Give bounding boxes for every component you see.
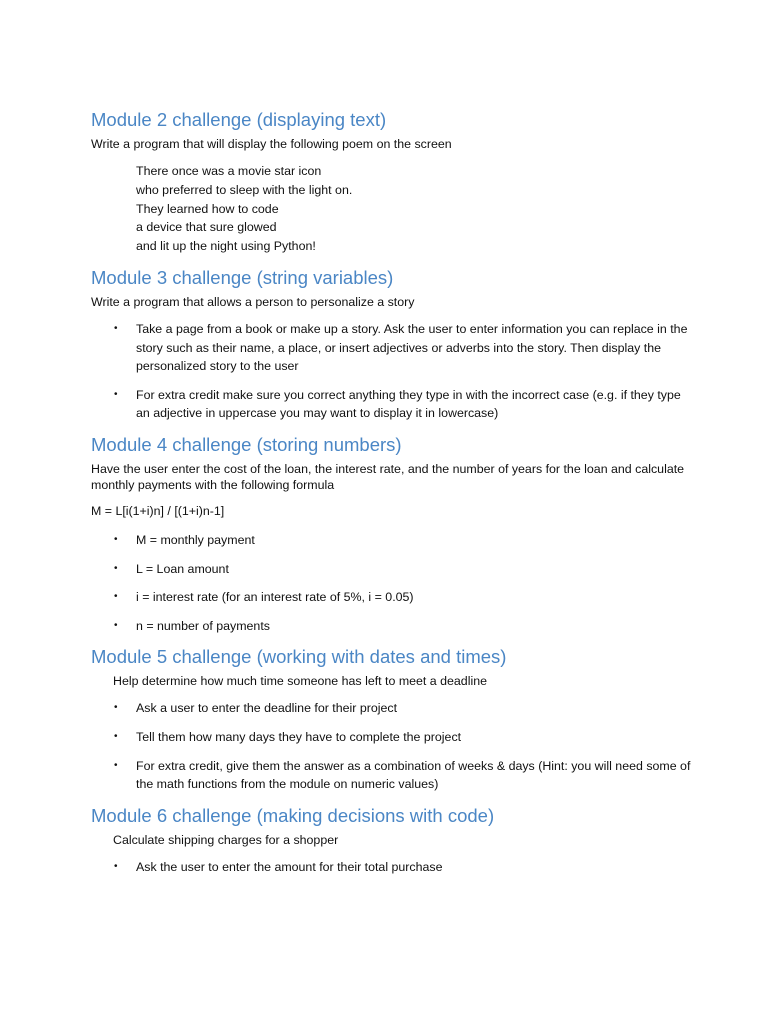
list-item-text: Take a page from a book or make up a story. Ask the user to enter information you can replace in the story such as their name, a place, or insert adjectives or adverbs into the story. Then display the personalized story to the user xyxy=(136,321,688,374)
bullet-icon: • xyxy=(114,322,118,334)
bullet-icon: • xyxy=(114,702,118,714)
list-item xyxy=(91,617,691,636)
module-5-section xyxy=(91,645,691,793)
list-item xyxy=(91,728,691,747)
list-item-text: Ask a user to enter the deadline for their project xyxy=(136,701,398,716)
poem-line: They learned how to code xyxy=(136,201,279,216)
module-3-heading: Module 3 challenge (string variables) xyxy=(91,266,394,288)
list-item-text: i = interest rate (for an interest rate of 5%, i = 0.05) xyxy=(136,590,414,605)
bullet-icon: • xyxy=(114,619,118,631)
module-2-intro: Write a program that will display the following poem on the screen xyxy=(91,137,452,151)
module-3-bullet-list xyxy=(91,320,691,423)
module-2-heading: Module 2 challenge (displaying text) xyxy=(91,109,387,130)
list-item xyxy=(91,757,691,794)
list-item-text: M = monthly payment xyxy=(136,532,255,547)
list-item xyxy=(91,699,691,718)
list-item-text: Tell them how many days they have to complete the project xyxy=(136,729,462,744)
list-item xyxy=(91,858,691,877)
poem-line: There once was a movie star icon xyxy=(136,164,322,178)
poem xyxy=(91,162,691,256)
poem-line: and lit up the night using Python! xyxy=(136,239,316,254)
module-6-section xyxy=(91,804,691,877)
list-item xyxy=(91,320,691,376)
module-6-intro: Calculate shipping charges for a shopper xyxy=(113,832,339,847)
list-item-text: n = number of payments xyxy=(136,618,270,633)
module-4-intro: Have the user enter the cost of the loan, the interest rate, and the number of years for the loan and calculate monthly payments with the following formula xyxy=(91,461,685,492)
bullet-icon: • xyxy=(114,591,118,603)
module-6-heading: Module 6 challenge (making decisions with code) xyxy=(91,804,495,826)
bullet-icon: • xyxy=(114,562,118,574)
module-4-section xyxy=(91,433,691,635)
bullet-icon: • xyxy=(114,388,118,400)
document-content xyxy=(91,108,691,886)
list-item-text: Ask the user to enter the amount for their total purchase xyxy=(136,859,443,874)
module-2-section xyxy=(91,108,691,256)
module-4-heading: Module 4 challenge (storing numbers) xyxy=(91,433,402,455)
poem-line: who preferred to sleep with the light on. xyxy=(136,182,353,197)
loan-formula: M = L[i(1+i)n] / [(1+i)n-1] xyxy=(91,503,225,518)
bullet-icon: • xyxy=(114,759,118,771)
module-6-bullet-list xyxy=(91,858,691,877)
list-item xyxy=(91,531,691,550)
bullet-icon: • xyxy=(114,860,118,872)
bullet-icon: • xyxy=(114,533,118,545)
list-item xyxy=(91,588,691,607)
list-item xyxy=(91,386,691,423)
module-4-bullet-list xyxy=(91,531,691,635)
module-5-intro: Help determine how much time someone has left to meet a deadline xyxy=(113,674,487,689)
module-5-heading: Module 5 challenge (working with dates and times) xyxy=(91,646,507,668)
bullet-icon: • xyxy=(114,730,118,742)
poem-line: a device that sure glowed xyxy=(136,220,277,235)
list-item-text: For extra credit, give them the answer as a combination of weeks & days (Hint: you will need some of the math functions from the module on numeric values) xyxy=(136,758,691,792)
module-3-section xyxy=(91,266,691,423)
list-item-text: L = Loan amount xyxy=(136,561,229,576)
list-item xyxy=(91,560,691,579)
list-item-text: For extra credit make sure you correct anything they type in with the incorrect case (e.g. if they type an adjective in uppercase you may want to display it in lowercase) xyxy=(136,387,681,421)
module-5-bullet-list xyxy=(91,699,691,793)
module-3-intro: Write a program that allows a person to personalize a story xyxy=(91,294,415,309)
